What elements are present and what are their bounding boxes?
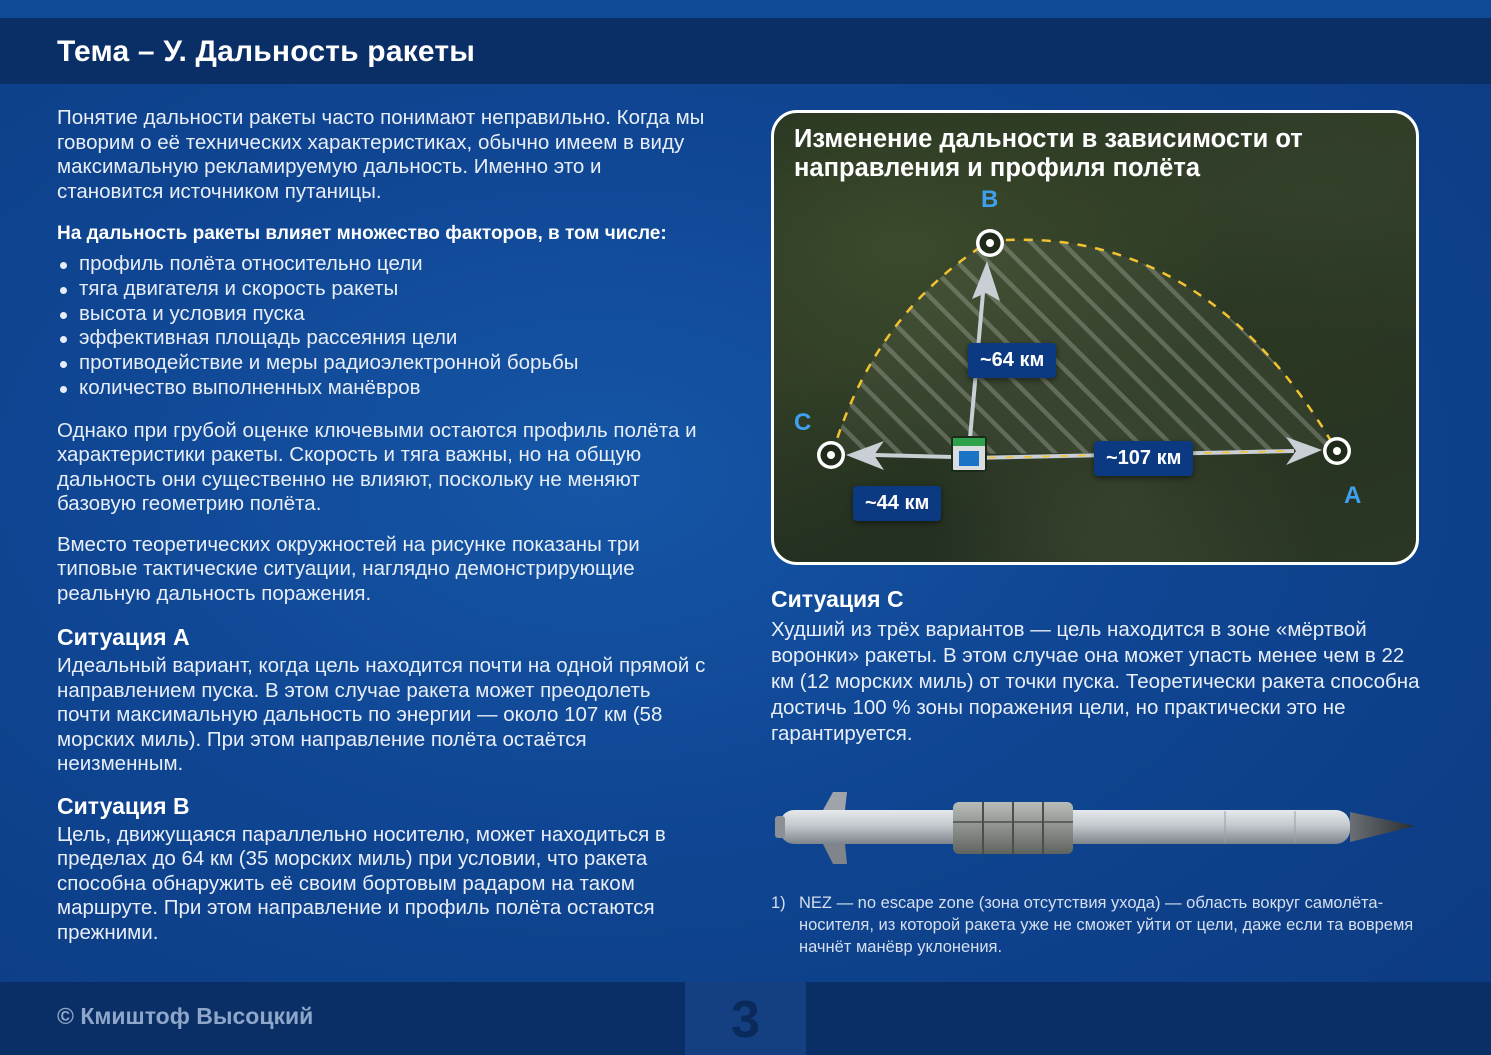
rear-fin-bottom-icon xyxy=(823,844,847,864)
hatched-zone xyxy=(832,240,1337,455)
target-c-icon xyxy=(817,441,845,469)
list-item: тяга двигателя и скорость ракеты xyxy=(57,277,707,302)
target-a-icon xyxy=(1323,437,1351,465)
estimate-paragraph: Однако при грубой оценке ключевыми остаются профиль полёта и характеристики ракеты. Скорость и тяга важны, но на общую дальность они существенно не влияют, поскольку не меняют базовую геометрию полёта. xyxy=(57,418,697,516)
list-item: высота и условия пуска xyxy=(57,302,707,327)
situation-a-heading: Ситуация A xyxy=(57,624,190,651)
target-b-icon xyxy=(976,229,1004,257)
label-b: B xyxy=(981,186,999,213)
list-item: противодействие и меры радиоэлектронной борьбы xyxy=(57,351,707,376)
situation-b-heading: Ситуация B xyxy=(57,792,190,819)
distance-badge-a: ~107 км xyxy=(1094,441,1193,476)
launcher-icon xyxy=(951,436,987,472)
left-column xyxy=(57,106,707,945)
page-title: Тема – У. Дальность ракеты xyxy=(57,35,476,68)
copyright: © Кмиштоф Высоцкий xyxy=(57,1003,314,1029)
footer-bar xyxy=(0,982,1491,1055)
line-to-c xyxy=(874,455,954,457)
top-strip xyxy=(0,0,1491,18)
factors-list xyxy=(57,252,707,401)
rear-fin-top-icon xyxy=(823,792,847,810)
situation-c-block xyxy=(771,585,1421,747)
situation-a-text: Идеальный вариант, когда цель находится почти на одной прямой с направлением пуска. В этом случае ракета может преодолеть почти максимальную дальность по энергии — около 107 км (58 морских миль). При этом направление полёта остаётся неизменным. xyxy=(57,654,706,776)
label-a: A xyxy=(1344,482,1362,509)
footnote-text: NEZ — no escape zone (зона отсутствия ухода) — область вокруг самолёта-носителя, из которой ракета уже не сможет уйти от цели, даже если та вовремя начнёт манёвр уклонения. xyxy=(799,894,1414,956)
factors-heading: На дальность ракеты влияет множество факторов, в том числе: xyxy=(57,223,667,244)
footnote-number: 1) xyxy=(771,894,786,912)
list-item: профиль полёта относительно цели xyxy=(57,252,707,277)
situation-c-text: Худший из трёх вариантов — цель находится в зоне «мёртвой воронки» ракеты. В этом случае она может упасть менее чем в 22 км (12 морских миль) от точки пуска. Теоретически ракета способна достичь 100 % зоны поражения цели, но практически это не гарантируется. xyxy=(771,618,1420,745)
missile-illustration xyxy=(775,788,1420,868)
right-column xyxy=(771,110,1421,747)
situation-b-text: Цель, движущаяся параллельно носителю, может находиться в пределах до 64 км (35 морских миль) при условии, что ракета способна обнаружить её своим бортовым радаром на таком маршруте. При этом направление и профиль полёта остаются прежними. xyxy=(57,822,666,944)
label-c: C xyxy=(794,409,812,436)
distance-badge-b: ~64 км xyxy=(968,343,1056,378)
missile-nose-icon xyxy=(1350,812,1415,842)
page-number-box xyxy=(685,982,806,1055)
list-item: эффективная площадь рассеяния цели xyxy=(57,326,707,351)
situations-intro-paragraph: Вместо теоретических окружностей на рисунке показаны три типовые тактические ситуации, наглядно демонстрирующие реальную дальность поражения. xyxy=(57,532,640,605)
header-bar xyxy=(0,18,1491,84)
map-title: Изменение дальности в зависимости от направления и профиля полёта xyxy=(794,125,1303,182)
situation-c-heading: Ситуация C xyxy=(771,586,904,612)
footnote xyxy=(771,892,1421,958)
range-map xyxy=(771,110,1419,565)
intro-paragraph: Понятие дальности ракеты часто понимают неправильно. Когда мы говорим о её технических характеристиках, обычно имеем в виду максимальную рекламируемую дальность. Именно это и становится источником путаницы. xyxy=(57,106,705,203)
list-item: количество выполненных манёвров xyxy=(57,376,707,401)
distance-badge-c: ~44 км xyxy=(853,486,941,521)
page-number: 3 xyxy=(731,991,760,1049)
